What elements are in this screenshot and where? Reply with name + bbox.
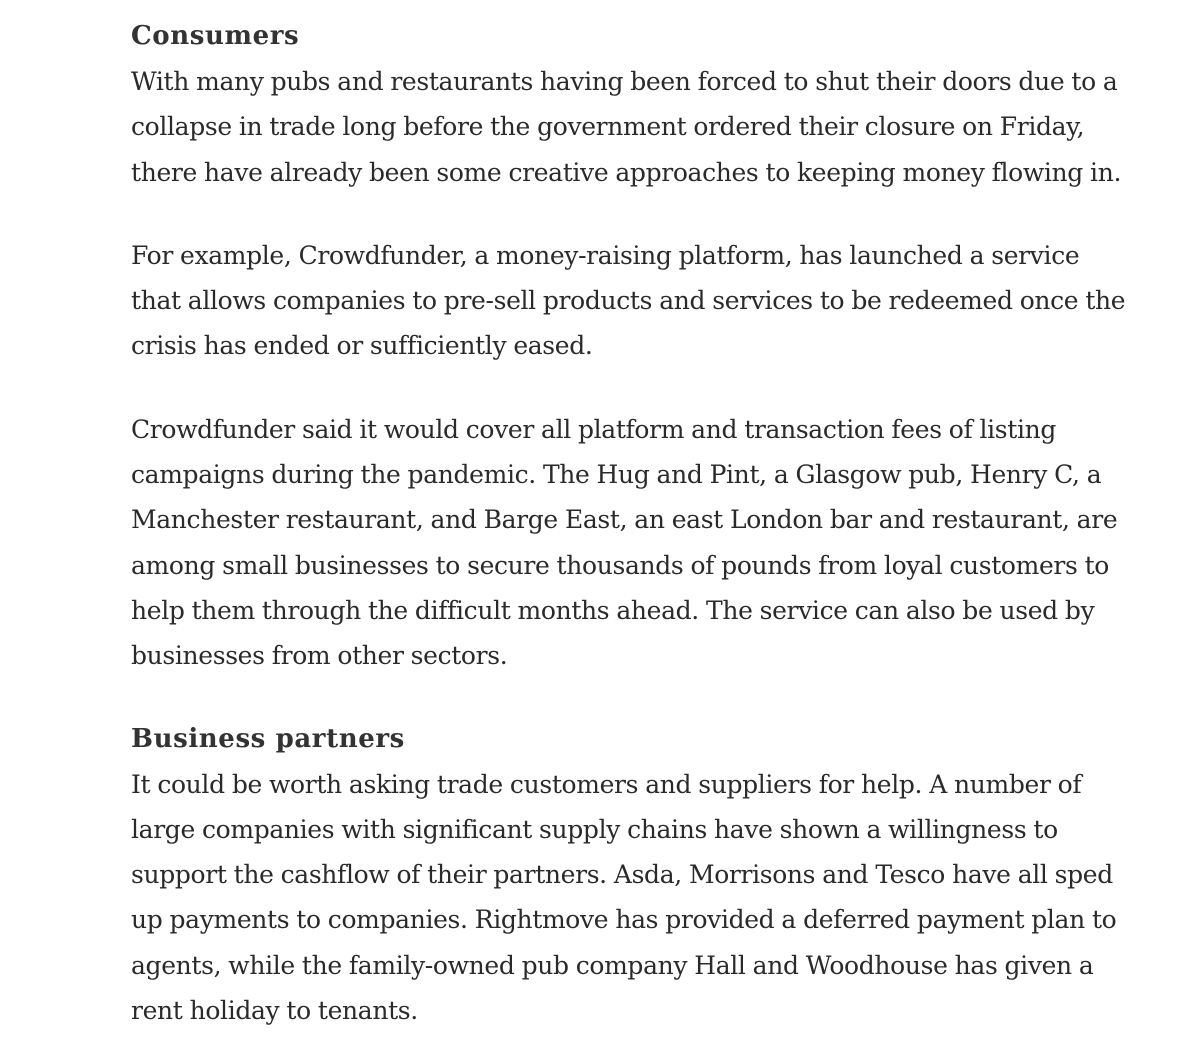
section-heading-consumers: Consumers	[131, 21, 300, 51]
article-body	[131, 14, 1131, 1033]
paragraph-consumers-intro: With many pubs and restaurants having been forced to shut their doors due to a collapse in trade long before the government ordered their closure on Friday, there have already been some creative approaches to keeping money flowing in.	[131, 67, 1122, 187]
section-heading-business-partners: Business partners	[131, 723, 405, 754]
paragraph-crowdfunder-example: For example, Crowdfunder, a money-raising platform, has launched a service that allows companies to pre-sell products and services to be redeemed once the crisis has ended or sufficiently eased.	[131, 240, 1126, 361]
paragraph-business-partners: It could be worth asking trade customers and suppliers for help. A number of large companies with significant supply chains have shown a willingness to support the cashflow of their partners. Asda, Morrisons and Tesco have all sped up payments to companies. Rightmove has provided a deferred payment plan to agents, while the family-owned pub company Hall and Woodhouse has given a rent holiday to tenants.	[131, 769, 1117, 1026]
paragraph-crowdfunder-fees: Crowdfunder said it would cover all platform and transaction fees of listing campaigns during the pandemic. The Hug and Pint, a Glasgow pub, Henry C, a Manchester restaurant, and Barge East, an east London bar and restaurant, are among small businesses to secure thousands of pounds from loyal customers to help them through the difficult months ahead. The service can also be used by businesses from other sectors.	[131, 414, 1118, 671]
